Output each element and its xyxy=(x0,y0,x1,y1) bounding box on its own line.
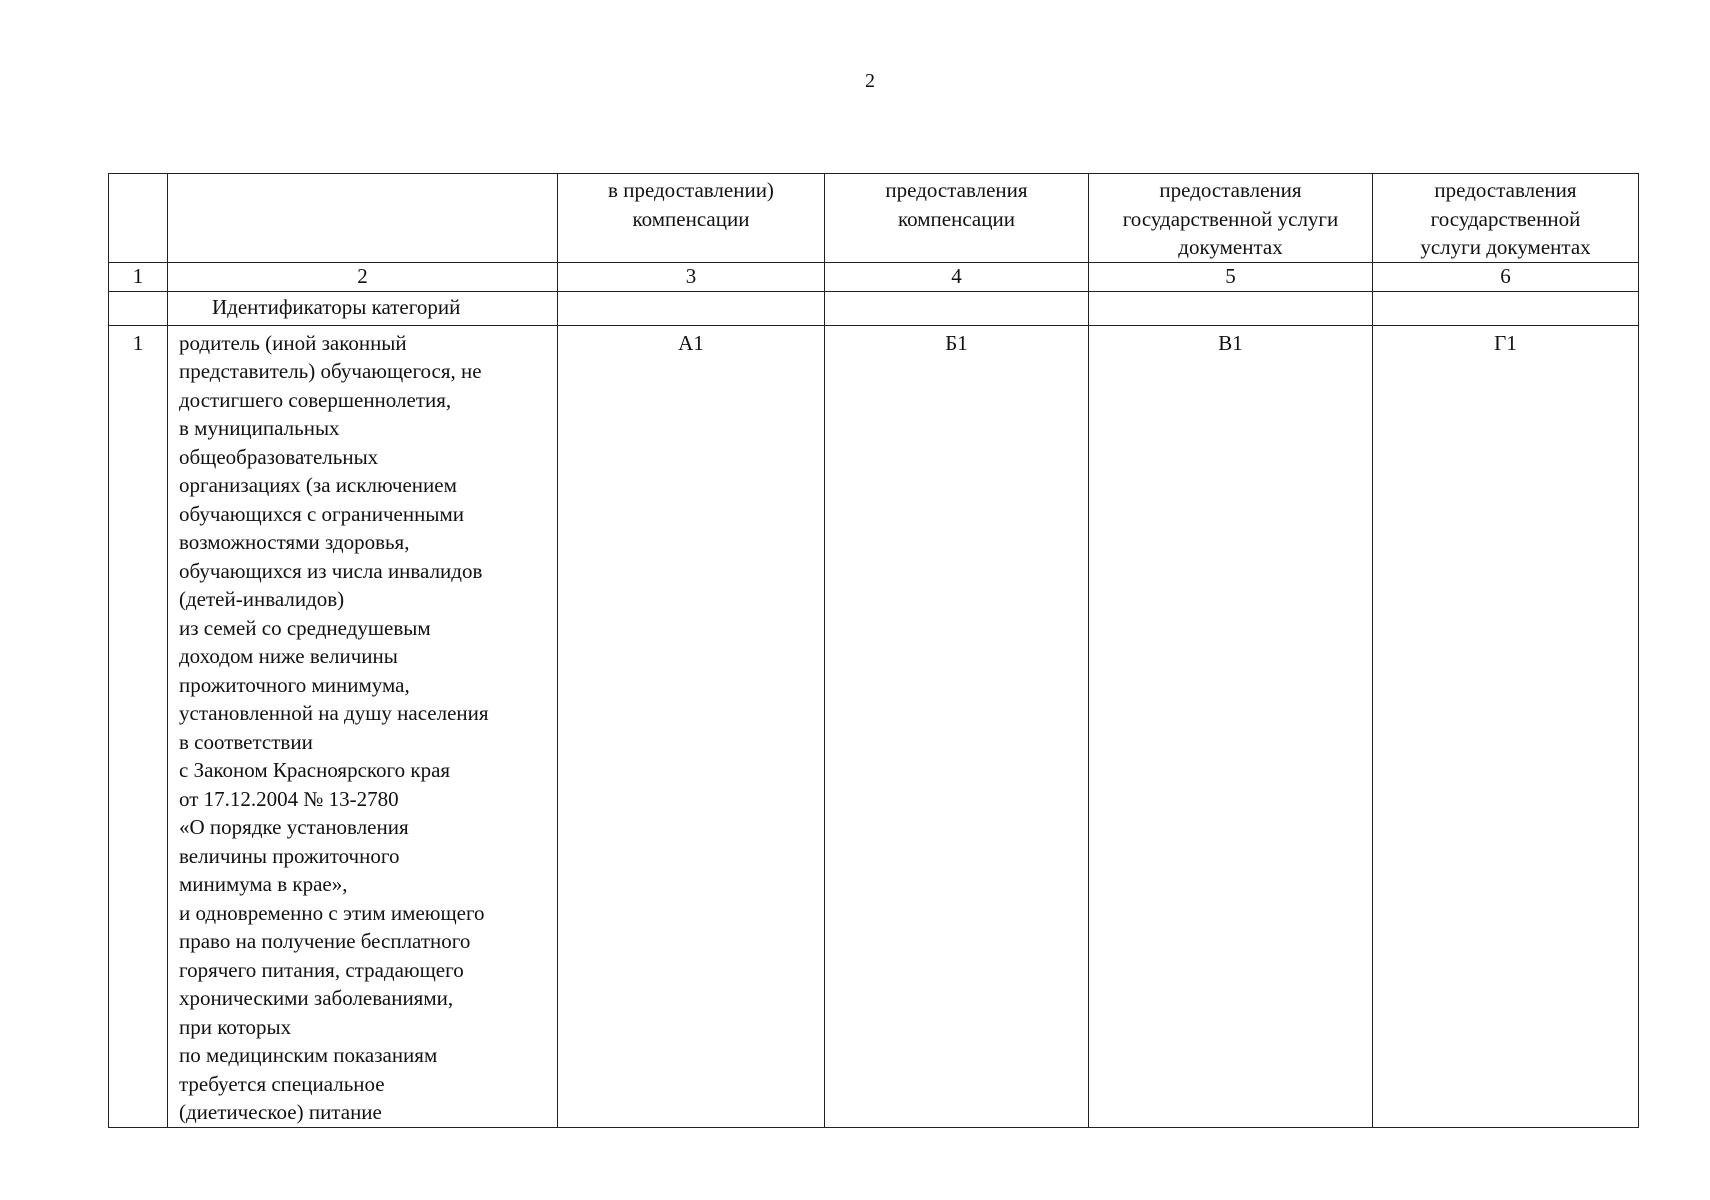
description-line: общеобразовательных xyxy=(179,444,379,469)
header-text: предоставления xyxy=(885,178,1028,202)
description-line: при которых xyxy=(179,1014,292,1039)
identifiers-empty-cell xyxy=(109,291,168,325)
description-line: и одновременно с этим имеющего xyxy=(179,900,485,925)
header-text: предоставления xyxy=(1159,178,1302,202)
description-line: обучающихся из числа инвалидов xyxy=(179,558,483,583)
category-code-col3: А1 xyxy=(558,325,825,1127)
description-line: возможностями здоровья, xyxy=(179,530,410,554)
header-text: предоставления xyxy=(1434,178,1577,202)
column-number-cell: 4 xyxy=(825,262,1089,291)
description-line: от 17.12.2004 № 13-2780 xyxy=(179,786,399,811)
header-cell-col3 xyxy=(558,174,825,263)
description-line: по медицинским показаниям xyxy=(179,1043,438,1067)
description-line: прожиточного минимума, xyxy=(179,672,410,697)
description-line: право на получение бесплатного xyxy=(179,929,471,953)
description-line: из семей со среднедушевым xyxy=(179,615,431,640)
description-line: требуется специальное xyxy=(179,1071,385,1096)
description-line: установленной на душу населения xyxy=(179,701,489,725)
row-number: 1 xyxy=(109,325,168,1127)
header-cell-col1 xyxy=(109,174,168,263)
header-cell-col6 xyxy=(1373,174,1639,263)
page-number: 2 xyxy=(865,70,875,92)
description-line: «О порядке установления xyxy=(179,815,409,839)
description-line: представитель) обучающегося, не xyxy=(179,359,482,383)
header-cell-col2 xyxy=(168,174,558,263)
identifiers-empty-cell xyxy=(1089,291,1373,325)
header-text: компенсации xyxy=(898,206,1015,231)
description-line: горячего питания, страдающего xyxy=(179,957,464,982)
description-line: достигшего совершеннолетия, xyxy=(179,387,452,412)
description-line: в муниципальных xyxy=(179,416,340,440)
identifiers-empty-cell xyxy=(558,291,825,325)
table-header-row xyxy=(109,174,1639,263)
description-line: минимума в крае», xyxy=(179,872,348,896)
column-number-row xyxy=(109,262,1639,291)
description-line: (диетическое) питание xyxy=(179,1100,382,1124)
column-number-cell: 2 xyxy=(168,262,558,291)
header-text: государственной xyxy=(1430,206,1581,231)
header-text: в предоставлении) xyxy=(608,178,774,202)
category-code-col5: В1 xyxy=(1089,325,1373,1127)
description-line: родитель (иной законный xyxy=(179,330,407,355)
description-line: обучающихся с ограниченными xyxy=(179,501,464,526)
header-text: государственной услуги xyxy=(1122,206,1339,231)
column-number-cell: 1 xyxy=(109,262,168,291)
header-text: документах xyxy=(1178,235,1283,259)
header-text: компенсации xyxy=(632,206,750,231)
header-cell-col5 xyxy=(1089,174,1373,263)
identifiers-empty-cell xyxy=(1373,291,1639,325)
column-number-cell: 6 xyxy=(1373,262,1639,291)
category-code-col4: Б1 xyxy=(825,325,1089,1127)
description-line: организациях (за исключением xyxy=(179,473,457,497)
category-code-col6: Г1 xyxy=(1373,325,1639,1127)
identifiers-empty-cell xyxy=(825,291,1089,325)
table-row xyxy=(109,325,1639,1127)
description-line: хроническими заболеваниями, xyxy=(179,986,454,1010)
description-line: в соответствии xyxy=(179,729,313,754)
description-line: с Законом Красноярского края xyxy=(179,758,451,782)
column-number-cell: 5 xyxy=(1089,262,1373,291)
categories-table xyxy=(108,173,1639,1128)
description-line: (детей-инвалидов) xyxy=(179,587,345,611)
description-line: величины прожиточного xyxy=(179,843,400,868)
description-line: доходом ниже величины xyxy=(179,644,398,668)
category-description xyxy=(168,325,558,1127)
header-cell-col4 xyxy=(825,174,1089,263)
column-number-cell: 3 xyxy=(558,262,825,291)
identifiers-row xyxy=(109,291,1639,325)
identifiers-label: Идентификаторы категорий xyxy=(168,291,558,325)
header-text: услуги документах xyxy=(1420,235,1591,259)
